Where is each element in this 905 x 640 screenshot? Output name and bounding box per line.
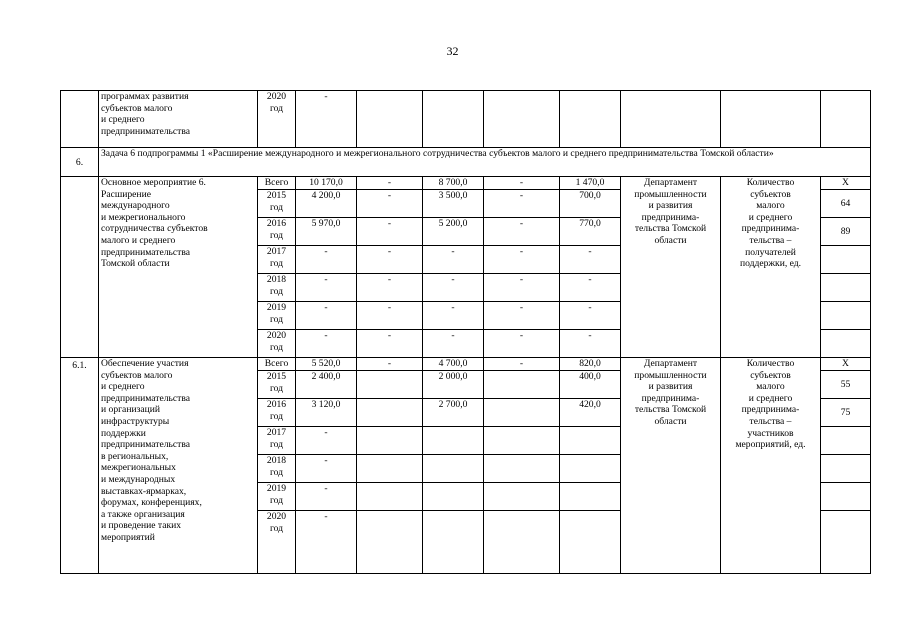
- municipal-budget-cell: -: [484, 190, 560, 218]
- activity-total-row: [61, 358, 871, 371]
- regional-budget-cell: 2 700,0: [423, 399, 484, 427]
- municipal-budget-cell: -: [484, 218, 560, 246]
- municipal-budget-cell: [484, 511, 560, 574]
- table-row: [61, 91, 871, 148]
- regional-budget-cell: -: [423, 330, 484, 358]
- empty-cell: [621, 91, 721, 148]
- year-cell: 2016 год: [258, 399, 296, 427]
- federal-budget-cell: [357, 483, 423, 511]
- year-cell: 2015 год: [258, 190, 296, 218]
- indicator-name-cell: Количество субъектов малого и среднего предпринима- тельства – участников мероприятий, ед.: [721, 358, 821, 574]
- activity-6-1-block: [61, 358, 871, 574]
- extra-budget-cell: -: [560, 246, 621, 274]
- empty-cell: [821, 91, 871, 148]
- federal-budget-cell: [357, 371, 423, 399]
- extra-budget-cell: 700,0: [560, 190, 621, 218]
- extra-budget-cell: [560, 483, 621, 511]
- total-cell: 10 170,0: [296, 177, 357, 190]
- indicator-value-cell: Х: [821, 177, 871, 190]
- municipal-budget-cell: -: [484, 274, 560, 302]
- extra-budget-cell: 1 470,0: [560, 177, 621, 190]
- regional-budget-cell: [423, 483, 484, 511]
- extra-budget-cell: 420,0: [560, 399, 621, 427]
- federal-budget-cell: -: [357, 302, 423, 330]
- year-cell: 2020 год: [258, 511, 296, 574]
- municipal-budget-cell: -: [484, 302, 560, 330]
- indicator-name-cell: Количество субъектов малого и среднего предпринима- тельства – получателей поддержки, ед.: [721, 177, 821, 358]
- municipal-budget-cell: [484, 455, 560, 483]
- indicator-value-cell: [821, 427, 871, 455]
- extra-budget-cell: -: [560, 274, 621, 302]
- regional-budget-cell: [423, 455, 484, 483]
- extra-budget-cell: [560, 455, 621, 483]
- total-cell: 5 520,0: [296, 358, 357, 371]
- year-cell: Всего: [258, 358, 296, 371]
- total-cell: -: [296, 455, 357, 483]
- federal-budget-cell: -: [357, 177, 423, 190]
- regional-budget-cell: -: [423, 302, 484, 330]
- year-cell: Всего: [258, 177, 296, 190]
- indicator-value-cell: Х: [821, 358, 871, 371]
- indicator-value-cell: 89: [821, 218, 871, 246]
- total-cell: -: [296, 91, 357, 148]
- executor-cell: Департамент промышленности и развития предпринима- тельства Томской области: [621, 177, 721, 358]
- empty-cell: [721, 91, 821, 148]
- indicator-value-cell: [821, 302, 871, 330]
- empty-cell: [560, 91, 621, 148]
- indicator-value-cell: [821, 455, 871, 483]
- total-cell: -: [296, 246, 357, 274]
- federal-budget-cell: -: [357, 330, 423, 358]
- empty-cell: [423, 91, 484, 148]
- regional-budget-cell: -: [423, 246, 484, 274]
- indicator-value-cell: [821, 246, 871, 274]
- total-cell: 5 970,0: [296, 218, 357, 246]
- total-cell: 4 200,0: [296, 190, 357, 218]
- indicator-value-cell: 55: [821, 371, 871, 399]
- municipal-budget-cell: -: [484, 358, 560, 371]
- extra-budget-cell: [560, 427, 621, 455]
- year-cell: 2015 год: [258, 371, 296, 399]
- activity-number-cell: 6.1.: [61, 358, 99, 574]
- municipal-budget-cell: [484, 371, 560, 399]
- year-cell: 2017 год: [258, 246, 296, 274]
- extra-budget-cell: -: [560, 330, 621, 358]
- federal-budget-cell: -: [357, 190, 423, 218]
- year-cell: 2020 год: [258, 330, 296, 358]
- federal-budget-cell: -: [357, 246, 423, 274]
- activity-name-cell: Основное мероприятие 6. Расширение международного и межрегионального сотрудничества субъектов малого и среднего предпринимательства Томской области: [99, 177, 258, 358]
- federal-budget-cell: -: [357, 274, 423, 302]
- executor-cell: Департамент промышленности и развития предпринима- тельства Томской области: [621, 358, 721, 574]
- year-cell: 2018 год: [258, 455, 296, 483]
- activity-total-row: [61, 177, 871, 190]
- total-cell: -: [296, 330, 357, 358]
- regional-budget-cell: 4 700,0: [423, 358, 484, 371]
- federal-budget-cell: [357, 455, 423, 483]
- regional-budget-cell: 3 500,0: [423, 190, 484, 218]
- regional-budget-cell: 5 200,0: [423, 218, 484, 246]
- year-cell: 2019 год: [258, 483, 296, 511]
- task-number-cell: 6.: [61, 148, 99, 177]
- total-cell: -: [296, 427, 357, 455]
- activity-name-cell: Обеспечение участия субъектов малого и среднего предпринимательства и организаций инфраструктуры поддержки предпринимательства в региональных, межрегиональных и международных выставках-ярмарках, форумах, конференциях, а также организация и проведение таких мероприятий: [99, 358, 258, 574]
- federal-budget-cell: -: [357, 218, 423, 246]
- regional-budget-cell: 2 000,0: [423, 371, 484, 399]
- indicator-value-cell: [821, 274, 871, 302]
- extra-budget-cell: -: [560, 302, 621, 330]
- activity-number-cell: [61, 177, 99, 358]
- federal-budget-cell: [357, 427, 423, 455]
- extra-budget-cell: 820,0: [560, 358, 621, 371]
- task-row: [61, 148, 871, 177]
- year-cell: 2018 год: [258, 274, 296, 302]
- federal-budget-cell: -: [357, 358, 423, 371]
- extra-budget-cell: [560, 511, 621, 574]
- total-cell: -: [296, 511, 357, 574]
- regional-budget-cell: [423, 427, 484, 455]
- indicator-value-cell: [821, 330, 871, 358]
- year-cell: 2017 год: [258, 427, 296, 455]
- total-cell: -: [296, 274, 357, 302]
- activity-name-cell: программах развития субъектов малого и среднего предпринимательства: [99, 91, 258, 148]
- task-text-cell: Задача 6 подпрограммы 1 «Расширение международного и межрегионального сотрудничества субъектов малого и среднего предпринимательства Томской области»: [99, 148, 871, 177]
- year-cell: 2019 год: [258, 302, 296, 330]
- indicator-value-cell: 64: [821, 190, 871, 218]
- activity-6-block: [61, 177, 871, 358]
- row-number-cell: [61, 91, 99, 148]
- year-cell: 2020 год: [258, 91, 296, 148]
- federal-budget-cell: [357, 399, 423, 427]
- empty-cell: [484, 91, 560, 148]
- page-number: 32: [446, 44, 459, 58]
- federal-budget-cell: [357, 511, 423, 574]
- empty-cell: [357, 91, 423, 148]
- total-cell: 2 400,0: [296, 371, 357, 399]
- regional-budget-cell: -: [423, 274, 484, 302]
- program-table: [60, 90, 871, 574]
- extra-budget-cell: 400,0: [560, 371, 621, 399]
- municipal-budget-cell: [484, 427, 560, 455]
- year-cell: 2016 год: [258, 218, 296, 246]
- regional-budget-cell: [423, 511, 484, 574]
- indicator-value-cell: [821, 483, 871, 511]
- municipal-budget-cell: -: [484, 330, 560, 358]
- extra-budget-cell: 770,0: [560, 218, 621, 246]
- municipal-budget-cell: [484, 399, 560, 427]
- total-cell: -: [296, 302, 357, 330]
- total-cell: 3 120,0: [296, 399, 357, 427]
- municipal-budget-cell: -: [484, 246, 560, 274]
- regional-budget-cell: 8 700,0: [423, 177, 484, 190]
- indicator-value-cell: 75: [821, 399, 871, 427]
- table-body: [61, 91, 871, 177]
- indicator-value-cell: [821, 511, 871, 574]
- municipal-budget-cell: -: [484, 177, 560, 190]
- municipal-budget-cell: [484, 483, 560, 511]
- total-cell: -: [296, 483, 357, 511]
